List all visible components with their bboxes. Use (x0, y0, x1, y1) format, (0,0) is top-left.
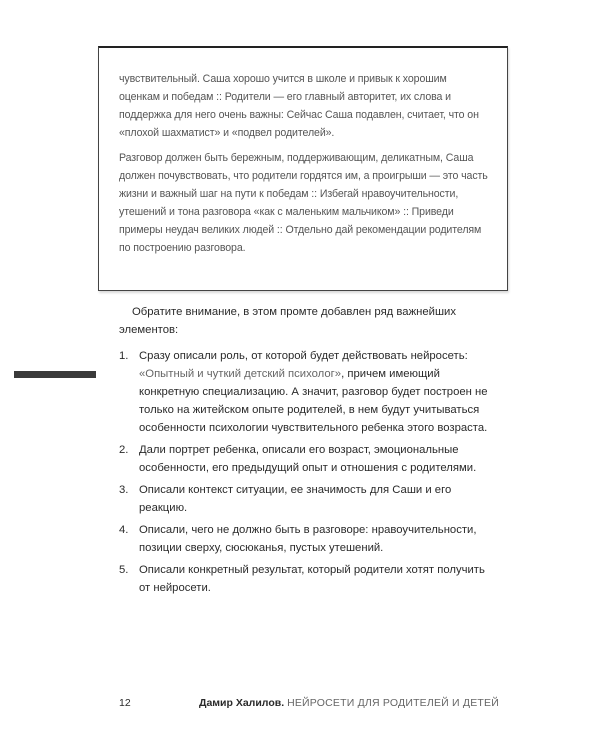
prompt-paragraph-1: чувствительный. Саша хорошо учится в школе и привык к хорошим оценкам и победам :: Родители — его главный авторитет, их слова и поддержка для него очень важны: Сейчас Саша подавлен, считает, что он «плохой шахматист» и «подвел родителей». (119, 73, 479, 139)
running-title (199, 697, 499, 709)
prompt-paragraph-2: Разговор должен быть бережным, поддерживающим, деликатным, Саша должен почувствовать, что родители гордятся им, а проигрыши — это часть жизни и важный шаг на пути к победам :: Избегай нравоучительности, утешений и тона разговора «как с маленьким мальчиком» :: Приведи примеры неудач великих людей :: Отдельно дай рекомендации родителям по построению разговора. (119, 152, 488, 254)
page-number: 12 (119, 697, 131, 709)
list-item (119, 521, 497, 557)
list-item-text: Описали конкретный результат, который родители хотят получить от нейросети. (139, 564, 485, 594)
list-item-number: 2. (119, 444, 129, 456)
list-item (119, 441, 497, 477)
list-item-text: Описали контекст ситуации, ее значимость для Саши и его реакцию. (139, 484, 452, 514)
list-item-text: Дали портрет ребенка, описали его возраст, эмоциональные особенности, его предыдущий опыт и отношения с родителями. (139, 444, 477, 474)
steps-list (119, 347, 497, 601)
prompt-example-box (98, 46, 508, 291)
list-item-text: Сразу описали роль, от которой будет действовать нейросеть: (139, 350, 468, 362)
book-title: НЕЙРОСЕТИ ДЛЯ РОДИТЕЛЕЙ И ДЕТЕЙ (287, 697, 499, 709)
lead-paragraph: Обратите внимание, в этом промте добавлен ряд важнейших элементов: (119, 306, 456, 336)
author-name: Дамир Халилов. (198, 697, 285, 709)
list-item-number: 1. (119, 350, 129, 362)
list-item (119, 481, 497, 517)
list-item-number: 4. (119, 524, 129, 536)
side-marker-bar (14, 371, 96, 378)
list-item (119, 561, 497, 597)
list-item-quote: «Опытный и чуткий детский психолог» (139, 368, 342, 380)
list-item-number: 3. (119, 484, 129, 496)
list-item-number: 5. (119, 564, 129, 576)
list-item-text-cont: , причем имеющий конкретную специализацию. А значит, разговор будет построен не только на житейском опыте родителей, в нем будут учитываться особенности психологии чувствительного ребенка этого возраста. (139, 368, 488, 434)
list-item (119, 347, 497, 437)
list-item-text: Описали, чего не должно быть в разговоре: нравоучительности, позиции сверху, сюсюканья, пустых утешений. (139, 524, 477, 554)
